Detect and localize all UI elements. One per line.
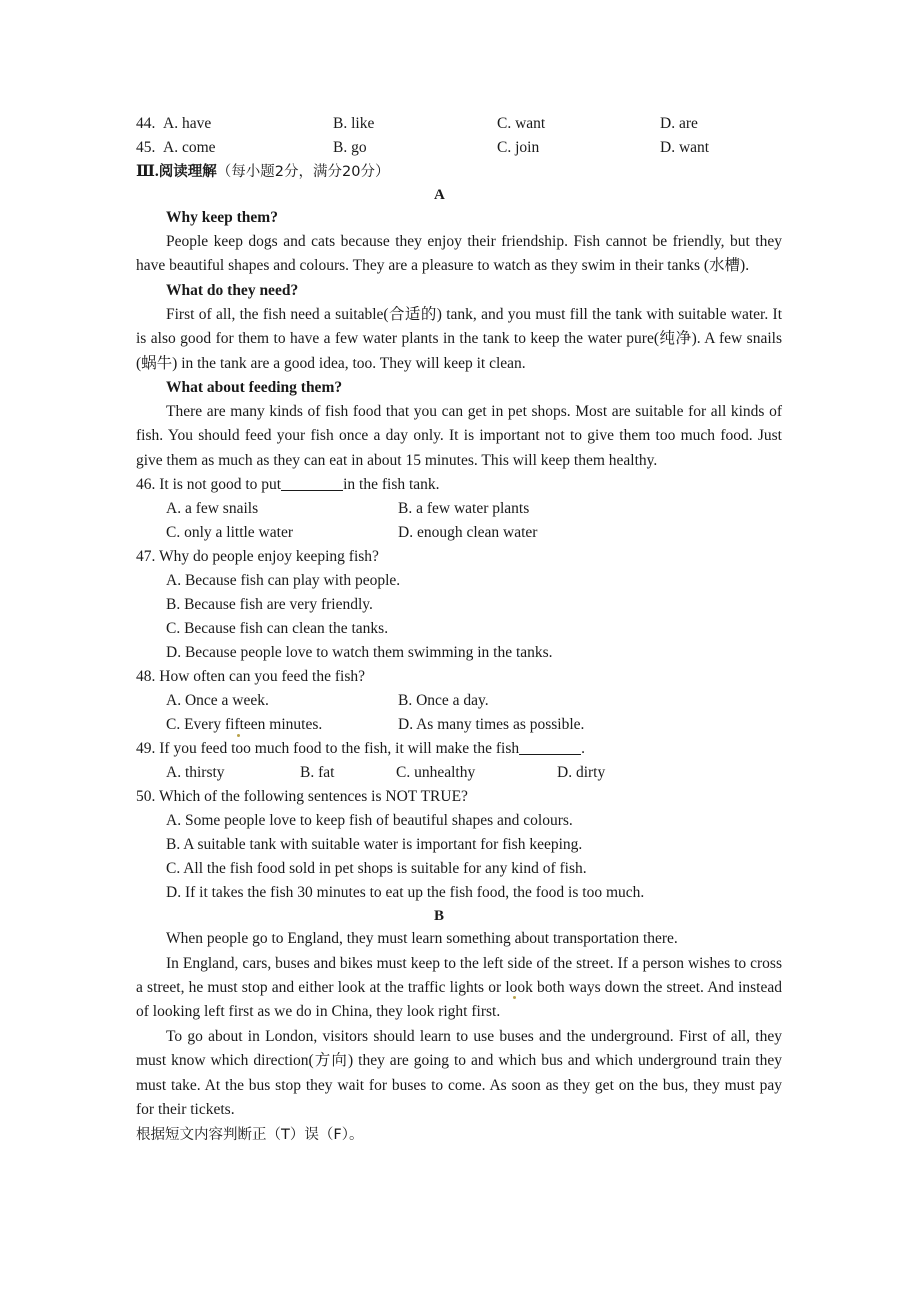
question-46-options-row-2 [136,521,782,545]
cloze-row-45 [136,136,782,160]
answer-blank[interactable] [519,754,581,755]
question-47-option-a[interactable]: A. Because fish can play with people. [166,572,401,590]
cloze-option-d[interactable]: D. are [660,115,698,132]
question-number: 48. [136,668,156,686]
question-48-stem [136,665,782,689]
question-stem-text: Which of the following sentences is NOT TRUE? [158,788,468,806]
question-46-stem [136,473,782,497]
cloze-option-a[interactable]: A. come [163,139,216,156]
question-stem-text: It is not good to put [159,476,282,494]
cloze-number: 45. [136,139,156,156]
question-47-option-d[interactable]: D. Because people love to watch them swimming in the tanks. [166,644,553,662]
section-heading-reading [136,160,782,184]
passage-a-paragraph-1 [136,230,782,279]
question-number: 47. [136,548,156,566]
option-a[interactable]: A. Once a week. [166,692,269,710]
question-number: 50. [136,788,156,806]
question-stem-tail: in the fish tank. [343,476,440,494]
option-c[interactable]: C. Every fifteen minutes. [166,716,323,734]
paragraph-text: In England, cars, buses and bikes must keep to the left side of the street. If a person wishes to cross a street, he must stop and either look at the traffic lights or look both ways down the street. And instead of looking left first as we do in China, they look right first. [136,954,782,1021]
question-stem-text: If you feed too much food to the fish, it will make the fish [159,740,520,758]
question-48-options-row-1 [136,689,782,713]
option-d[interactable]: D. enough clean water [398,524,538,542]
paragraph-text: People keep dogs and cats because they enjoy their friendship. Fish cannot be friendly, but they have beautiful shapes and colours. They are a pleasure to watch as they swim in their tanks (水槽). [136,233,782,275]
passage-a-paragraph-2 [136,303,782,376]
passage-b-instruction: 根据短文内容判断正（T）误（F）。 [136,1126,364,1143]
question-48-options-row-2 [136,713,782,737]
option-c[interactable]: C. unhealthy [396,764,476,782]
question-50-option-a[interactable]: A. Some people love to keep fish of beautiful shapes and colours. [166,812,573,830]
paragraph-text: There are many kinds of fish food that you can get in pet shops. Most are suitable for all kinds of fish. You should feed your fish once a day only. It is important not to give them too much food. Just give them as much as they can eat in about 15 minutes. This will keep them healthy. [136,403,782,469]
section-title: 阅读理解 [158,164,217,180]
question-50-option-c[interactable]: C. All the fish food sold in pet shops is suitable for any kind of fish. [166,860,587,878]
cloze-option-d[interactable]: D. want [660,139,710,156]
paragraph-text: When people go to England, they must learn something about transportation there. [166,930,678,948]
passage-b-paragraph-2 [136,952,782,1025]
passage-b-paragraph-1 [136,927,782,951]
question-46-options-row-1 [136,497,782,521]
cloze-number: 44. [136,115,156,132]
cloze-option-c[interactable]: C. want [497,115,546,132]
passage-b-paragraph-3 [136,1025,782,1123]
option-b[interactable]: B. a few water plants [398,500,530,518]
question-number: 46. [136,476,156,494]
option-a[interactable]: A. a few snails [166,500,259,518]
question-49-stem [136,737,782,761]
question-stem-tail: . [581,740,585,758]
question-50-option-d[interactable]: D. If it takes the fish 30 minutes to eat up the fish food, the food is too much. [166,884,645,902]
option-d[interactable]: D. dirty [557,764,606,782]
passage-b-label: B [434,908,445,925]
cloze-option-b[interactable]: B. go [333,139,367,156]
question-47-option-b[interactable]: B. Because fish are very friendly. [166,596,373,614]
question-stem-text: How often can you feed the fish? [159,668,365,686]
option-c[interactable]: C. only a little water [166,524,293,542]
passage-a-subhead-2: What do they need? [166,281,299,299]
cloze-option-b[interactable]: B. like [333,115,375,132]
option-b[interactable]: B. Once a day. [398,692,489,710]
passage-a-subhead-3: What about feeding them? [166,379,343,397]
question-47-stem [136,545,782,569]
passage-a-subhead-1: Why keep them? [166,209,278,226]
question-50-option-b[interactable]: B. A suitable tank with suitable water is important for fish keeping. [166,836,583,854]
option-b[interactable]: B. fat [300,764,335,782]
question-47-option-c[interactable]: C. Because fish can clean the tanks. [166,620,389,638]
cloze-option-a[interactable]: A. have [163,115,212,132]
question-49-options [136,761,782,785]
answer-blank[interactable] [281,490,343,491]
cloze-row-44 [136,112,782,136]
passage-a-paragraph-3 [136,400,782,473]
section-roman-numeral: Ⅲ. [136,163,159,180]
paragraph-text: First of all, the fish need a suitable(合适的) tank, and you must fill the tank with suitable water. It is also good for them to have a few water plants in the tank to keep the water pure(纯净). A few snails (蜗牛) in the tank are a good idea, too. They will keep it clean. [136,305,782,372]
section-score-note: （每小题2分，满分20分） [216,164,390,180]
paragraph-text: To go about in London, visitors should learn to use buses and the underground. First of all, they must know which direction(方向) they are going to and which bus and which underground train they must take. At the bus stop they wait for buses to come. As soon as they get on the bus, they must pay for their tickets. [136,1027,782,1119]
question-stem-text: Why do people enjoy keeping fish? [158,548,379,566]
question-number: 49. [136,740,156,758]
cloze-option-c[interactable]: C. join [497,139,540,156]
option-a[interactable]: A. thirsty [166,764,225,782]
question-50-stem [136,785,782,809]
exam-page [136,0,782,1147]
option-d[interactable]: D. As many times as possible. [398,716,585,734]
passage-a-label: A [434,187,445,203]
